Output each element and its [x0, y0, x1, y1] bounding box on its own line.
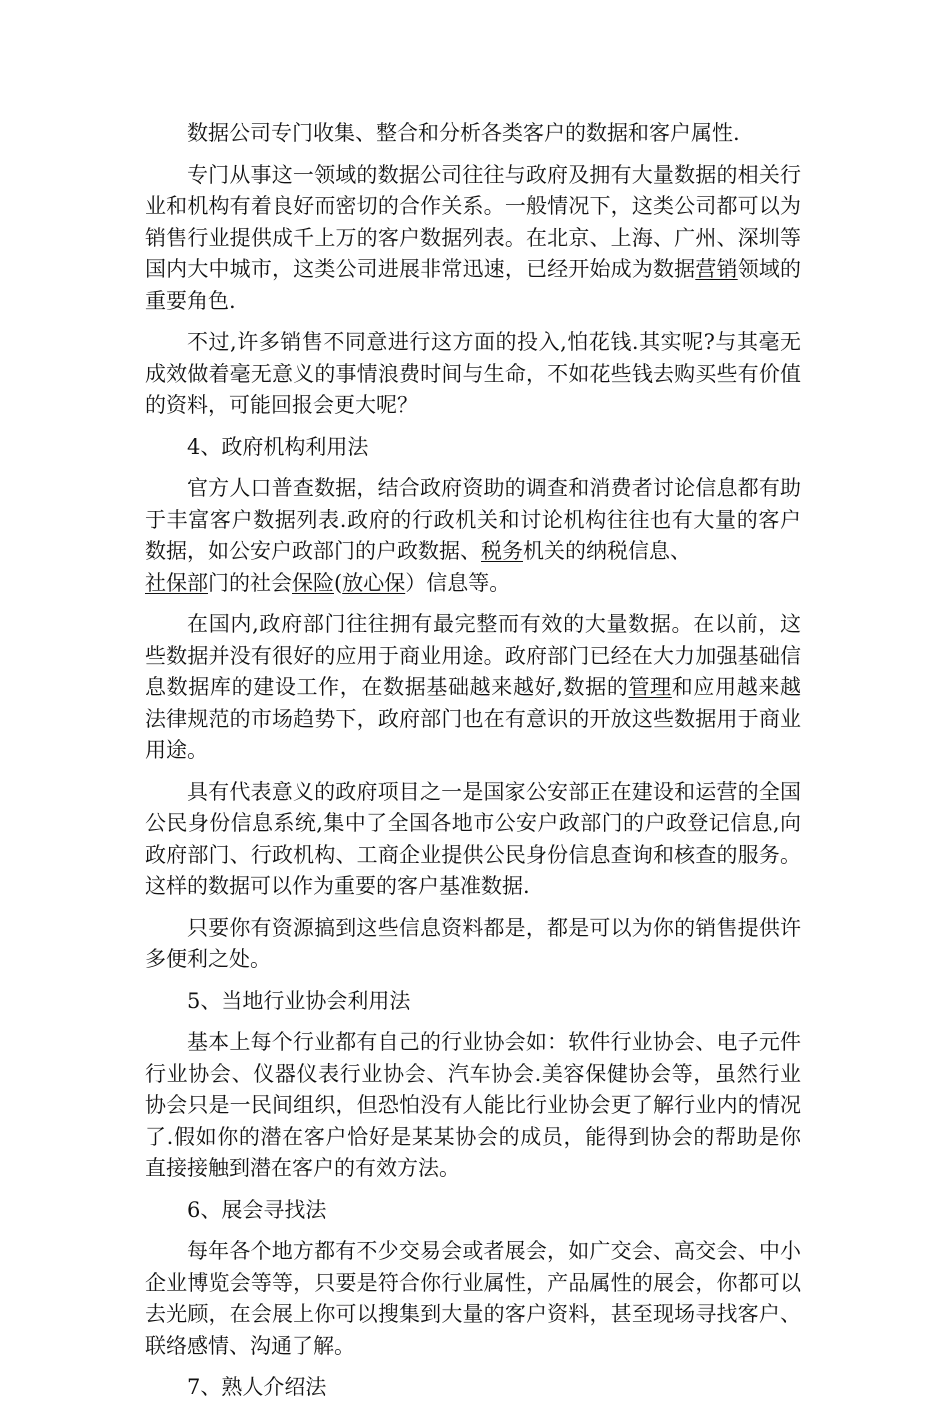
link-social-security-dept[interactable]: 社保部: [145, 570, 208, 595]
section-heading-7: [145, 1372, 801, 1404]
paragraph-text: 每年各个地方都有不少交易会或者展会，如广交会、高交会、中小企业博览会等等，只要是符合你行业属性，产品属性的展会，你都可以去光顾，在会展上你可以搜集到大量的客户资料，甚至现场寻找客户、联络感情、沟通了解。: [145, 1239, 801, 1358]
paragraph-data-company-intro: [145, 118, 801, 150]
paragraph-identity-system: [145, 777, 801, 903]
paragraph-exhibitions: [145, 1236, 801, 1362]
paragraph-text: 机关的纳税信息、: [523, 539, 691, 563]
heading-text: 5、当地行业协会利用法: [187, 988, 411, 1013]
paragraph-text: 数据公司专门收集、整合和分析各类客户的数据和客户属性.: [187, 121, 740, 145]
paragraph-text: 和应用越来越法律规范的市场趋势下，政府部门也在有意识的开放这些数据用于商业用途。: [145, 675, 801, 762]
section-heading-6: [145, 1195, 801, 1227]
paragraph-data-company-cooperation: [145, 160, 801, 318]
paragraph-government-data-domestic: [145, 609, 801, 767]
section-heading-4: [145, 432, 801, 464]
document-body: [145, 118, 801, 1414]
heading-text: 6、展会寻找法: [187, 1197, 327, 1222]
link-tax[interactable]: 税务: [481, 539, 523, 563]
link-marketing[interactable]: 营销: [695, 257, 738, 281]
paragraph-text: 门的社会: [208, 570, 292, 595]
paragraph-text: 具有代表意义的政府项目之一是国家公安部正在建设和运营的全国公民身份信息系统,集中了全国各地市公安户政部门的户政登记信息,向政府部门、行政机构、工商企业提供公民身份信息查询和核查的服务。这样的数据可以作为重要的客户基准数据.: [145, 779, 801, 898]
paragraph-text: 领域的重要角色.: [145, 257, 802, 313]
section-heading-5: [145, 986, 801, 1018]
paragraph-text: ）信息等。: [405, 570, 511, 595]
heading-text: 4、政府机构利用法: [187, 434, 369, 459]
paragraph-text: 不过,许多销售不同意进行这方面的投入,怕花钱.其实呢?与其毫无成效做着毫无意义的事情浪费时间与生命，不如花些钱去购买些有价值的资料，可能回报会更大呢？: [145, 330, 801, 417]
paragraph-text: (: [334, 570, 343, 595]
link-management[interactable]: 管理: [628, 675, 672, 699]
paragraph-text: 官方人口普查数据，结合政府资助的调查和消费者讨论信息都有助于丰富客户数据列表.政府的行政机关和讨论机构往往也有大量的客户数据，如公安户政部门的户政数据、: [145, 476, 801, 563]
paragraph-text: 在国内,政府部门往往拥有最完整而有效的大量数据。在以前，这些数据并没有很好的应用于商业用途。政府部门已经在大力加强基础信息数据库的建设工作，在数据基础越来越好,数据的: [145, 612, 801, 699]
heading-text: 7、熟人介绍法: [187, 1375, 327, 1399]
paragraph-government-census: [145, 473, 801, 599]
paragraph-industry-associations: [145, 1027, 801, 1185]
link-fangxinbao[interactable]: 放心保: [342, 570, 406, 595]
paragraph-text: 基本上每个行业都有自己的行业协会如：软件行业协会、电子元件行业协会、仪器仪表行业协会、汽车协会.美容保健协会等，虽然行业协会只是一民间组织，但恐怕没有人能比行业协会更了解行业内的情况了.假如你的潜在客户恰好是某某协会的成员，能得到协会的帮助是你直接接触到潜在客户的有效方法。: [145, 1030, 801, 1180]
paragraph-investment-concern: [145, 327, 801, 422]
link-insurance[interactable]: 保险: [292, 570, 334, 595]
paragraph-text: 专门从事这一领域的数据公司往往与政府及拥有大量数据的相关行业和机构有着良好而密切的合作关系。一般情况下，这类公司都可以为销售行业提供成千上万的客户数据列表。在北京、上海、广州、深圳等国内大中城市，这类公司进展非常迅速，已经开始成为数据: [145, 162, 801, 281]
paragraph-resources: [145, 913, 801, 976]
paragraph-text: 只要你有资源搞到这些信息资料都是，都是可以为你的销售提供许多便利之处。: [145, 915, 801, 971]
